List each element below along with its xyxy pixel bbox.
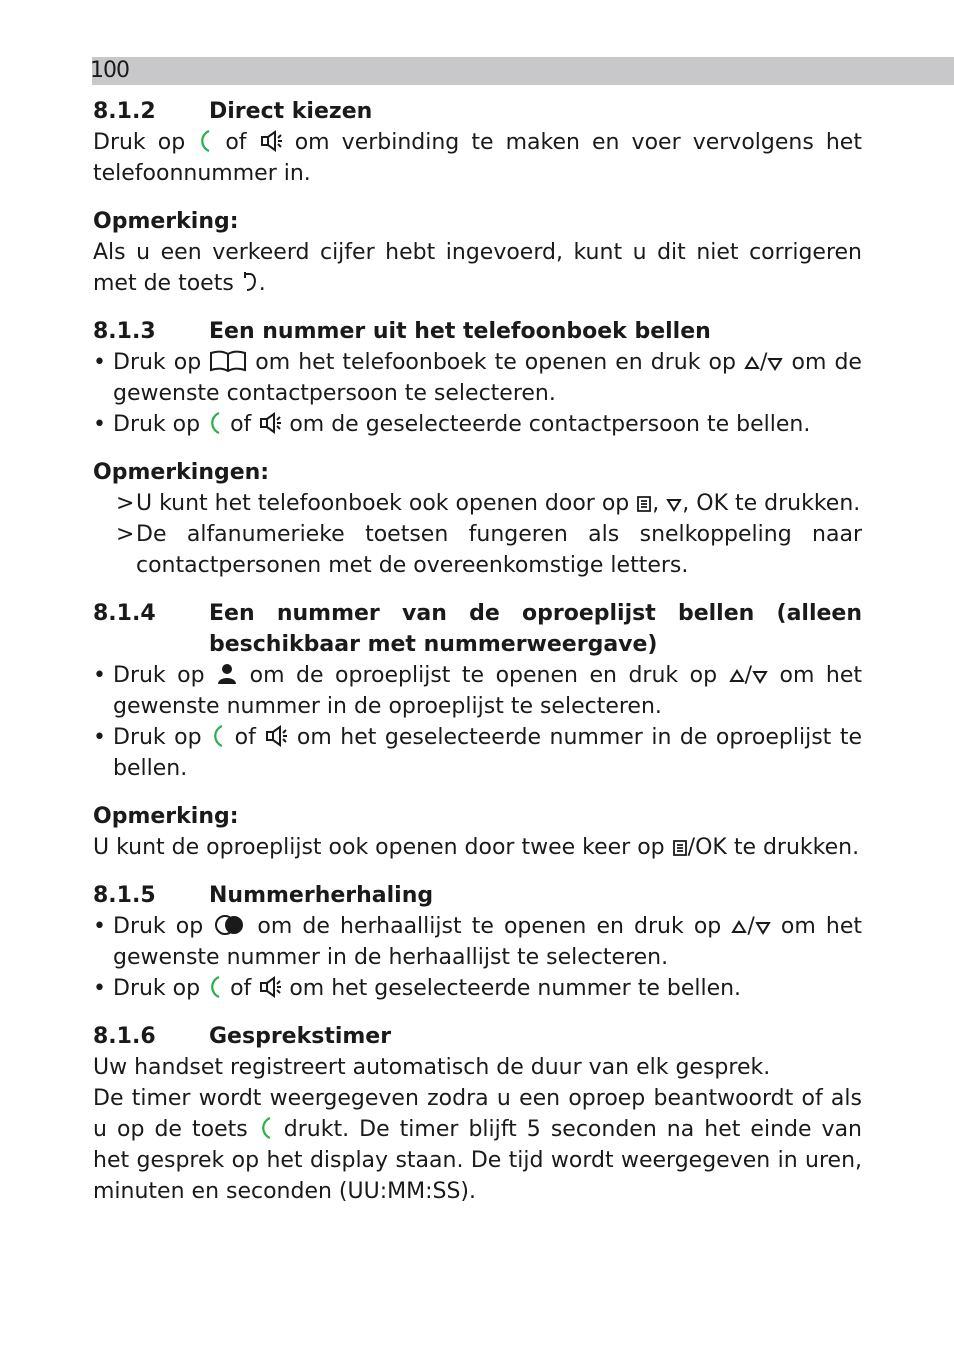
section-heading-8-1-4: [93, 598, 862, 660]
paragraph: Uw handset registreert automatisch de duur van elk gesprek.: [93, 1055, 771, 1080]
section-number: 8.1.4: [93, 601, 156, 626]
section-title: Direct kiezen: [209, 99, 373, 124]
speaker-key-icon: [258, 975, 282, 999]
text: of: [234, 725, 256, 750]
section-number: 8.1.5: [93, 883, 156, 908]
text: om het gewenste nummer in de oproeplijst te selecteren.: [113, 663, 863, 719]
note-text: [93, 237, 862, 299]
text: om de gewenste contactpersoon te selecteren.: [113, 350, 862, 406]
list-item: [93, 660, 862, 722]
list-item: [93, 409, 862, 440]
text: Druk op: [113, 914, 204, 939]
phonebook-key-icon: [209, 349, 247, 373]
text: Als u een verkeerd cijfer hebt ingevoerd, kunt u dit niet corrigeren met de toets: [93, 240, 862, 296]
text: om de oproeplijst te openen en druk op: [249, 663, 718, 688]
up-key-icon: [729, 666, 745, 686]
section-heading-8-1-5: [93, 880, 862, 911]
text: om de herhaallijst te openen en druk op: [257, 914, 722, 939]
text: om het gewenste nummer in de herhaallijst te selecteren.: [113, 914, 862, 970]
note-marker: >: [116, 491, 135, 516]
text: Druk op: [113, 663, 205, 688]
call-key-icon: [197, 129, 213, 153]
text: te drukken.: [735, 491, 861, 516]
section-title: Een nummer uit het telefoonboek bellen: [209, 319, 711, 344]
section-heading-8-1-2: [93, 96, 862, 127]
text: Druk op: [113, 350, 202, 375]
text: om het geselecteerde nummer in de oproeplijst te bellen.: [113, 725, 862, 781]
down-key-icon: [752, 666, 768, 686]
menu-key-icon: [636, 494, 652, 514]
menu-key-icon: [672, 838, 688, 858]
text: ,: [682, 491, 690, 516]
page-number: 100: [90, 58, 129, 83]
section-number: 8.1.6: [93, 1024, 156, 1049]
text: .: [258, 271, 266, 296]
section-title: Gesprekstimer: [209, 1024, 392, 1049]
text: /: [747, 914, 755, 939]
section-title: Nummerherhaling: [209, 883, 434, 908]
text: U kunt de oproeplijst ook openen door twee keer op: [93, 835, 665, 860]
down-key-icon: [767, 353, 783, 373]
note-item: [93, 519, 862, 581]
ok-key-label: /OK: [687, 835, 727, 860]
text: te drukken.: [733, 835, 860, 860]
note-label: Opmerkingen:: [93, 460, 270, 485]
section-title: Een nummer van de oproeplijst bellen (alleen beschikbaar met nummerweergave): [209, 601, 862, 657]
speaker-key-icon: [264, 724, 288, 748]
call-key-icon: [258, 1116, 274, 1140]
redial-key-icon: [213, 913, 247, 937]
speaker-key-icon: [258, 411, 282, 435]
list-item: [93, 973, 862, 1004]
note-item: [93, 488, 862, 519]
text: om verbinding te maken en voer vervolgens het telefoonnummer in.: [93, 130, 862, 186]
paragraph: [93, 1083, 862, 1207]
note-text: [93, 832, 862, 863]
up-key-icon: [731, 917, 747, 937]
text: /: [744, 663, 752, 688]
text: Druk op: [93, 130, 186, 155]
page-header-bar: [92, 57, 954, 85]
text: drukt. De timer blijft 5 seconden na het einde van het gesprek op het display staan. De tijd wordt weergegeven in uren, minuten en seconden (UU:MM:SS).: [93, 1117, 862, 1204]
note-label: Opmerking:: [93, 209, 239, 234]
text: /: [760, 350, 768, 375]
text: U kunt het telefoonboek ook openen door op: [136, 491, 630, 516]
text: De alfanumerieke toetsen fungeren als snelkoppeling naar contactpersonen met de overeenkomstige letters.: [136, 522, 862, 578]
page-content: [93, 96, 862, 1207]
list-item: [93, 722, 862, 784]
call-key-icon: [207, 975, 223, 999]
section-number: 8.1.2: [93, 99, 156, 124]
text: De timer wordt weergegeven zodra u een oproep beantwoordt of als u op de toets: [93, 1086, 862, 1142]
text: om het geselecteerde nummer te bellen.: [289, 976, 742, 1001]
text: ,: [652, 491, 660, 516]
speaker-key-icon: [259, 129, 283, 153]
text: of: [225, 130, 247, 155]
text: Druk op: [113, 725, 202, 750]
list-item: [93, 911, 862, 973]
text: Druk op: [113, 976, 201, 1001]
back-key-icon: [241, 270, 259, 294]
text: of: [230, 412, 252, 437]
text: of: [230, 976, 252, 1001]
section-heading-8-1-6: [93, 1021, 862, 1052]
down-key-icon: [666, 494, 682, 514]
call-key-icon: [210, 724, 226, 748]
list-item: [93, 347, 862, 409]
text: om de geselecteerde contactpersoon te bellen.: [289, 412, 811, 437]
ok-key-label: OK: [696, 491, 728, 516]
call-log-key-icon: [216, 662, 238, 686]
note-label: Opmerking:: [93, 804, 239, 829]
section-number: 8.1.3: [93, 319, 156, 344]
paragraph: [93, 127, 862, 189]
note-marker: >: [116, 522, 135, 547]
text: om het telefoonboek te openen en druk op: [255, 350, 736, 375]
section-heading-8-1-3: [93, 316, 862, 347]
up-key-icon: [744, 353, 760, 373]
call-key-icon: [207, 411, 223, 435]
down-key-icon: [755, 917, 771, 937]
text: Druk op: [113, 412, 201, 437]
